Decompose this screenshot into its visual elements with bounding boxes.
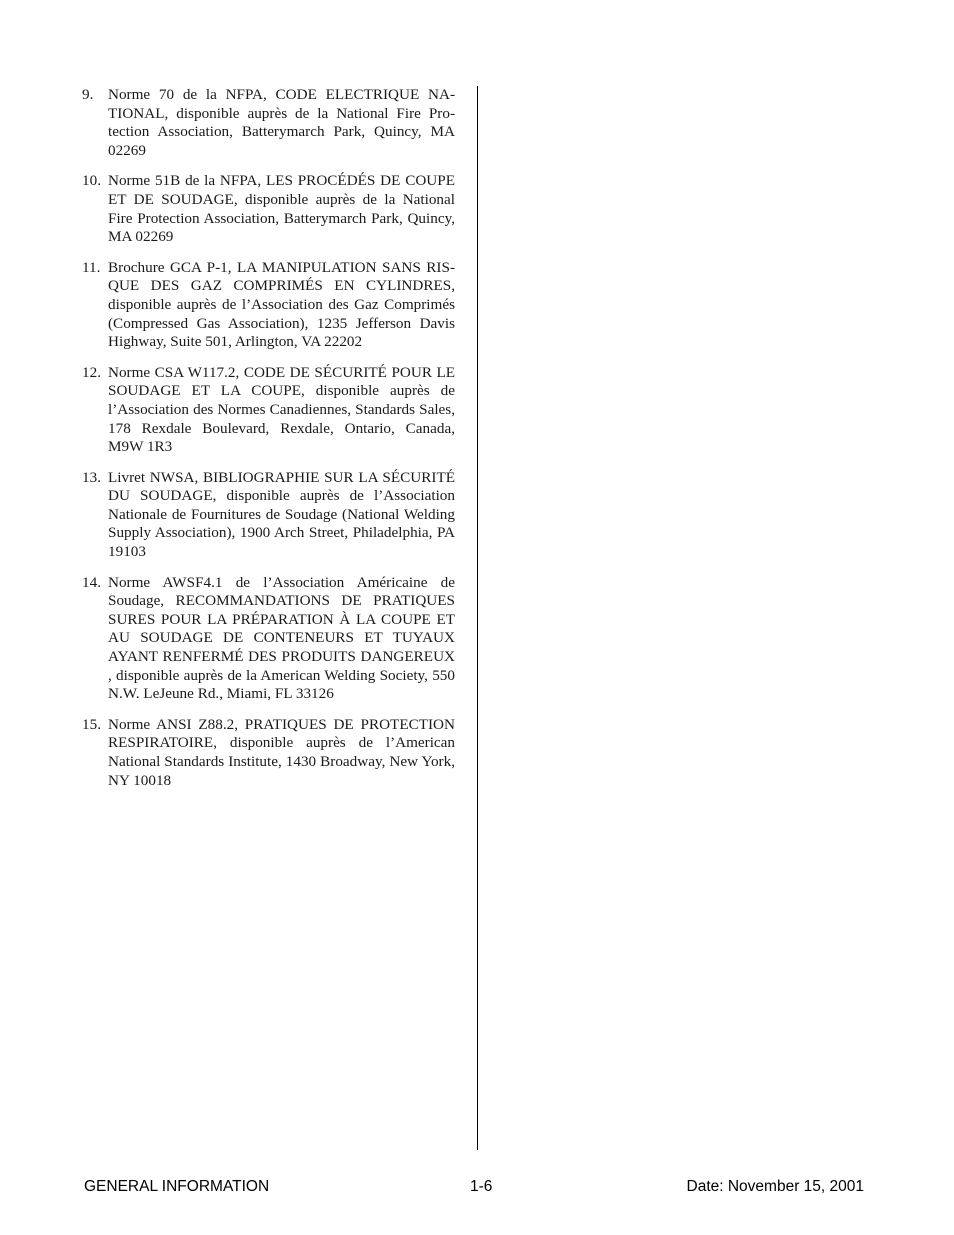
reference-item-12 xyxy=(82,364,455,457)
footer-section-title: GENERAL INFORMATION xyxy=(84,1178,270,1195)
reference-item-14 xyxy=(82,574,455,704)
reference-text: Brochure GCA P-1, LA MANIPULATION SANS RISQUE DES GAZ COMPRIMÉS EN CYLINDRES, disponible auprès de l’Association des Gaz Comprimés (Compressed Gas Association), 1235 Jefferson Davis Highway, Suite 501, Arlington, VA 22202 xyxy=(108,258,455,351)
reference-text: Norme 51B de la NFPA, LES PROCÉDÉS DE COUPE ET DE SOUDAGE, disponible auprès de la National Fire Protection Association, Batterymarch Park, Quincy, MA 02269 xyxy=(108,172,455,246)
reference-number: 10. xyxy=(82,172,101,190)
reference-item-15 xyxy=(82,716,455,790)
reference-number: 14. xyxy=(82,573,101,591)
reference-list xyxy=(82,86,455,790)
footer-page-number: 1-6 xyxy=(470,1178,493,1195)
reference-item-9 xyxy=(82,86,455,160)
reference-text: Norme AWSF4.1 de l’Association Américaine de Soudage, RECOMMANDATIONS DE PRATIQUES SURES POUR LA PRÉPARATION À LA COUPE ET AU SOUDAGE DE CONTENEURS ET TUYAUX AYANT RENFERMÉ DES PRODUITS DANGEREUX , disponible auprès de la American Welding Society, 550 N.W. LeJeune Rd., Miami, FL 33126 xyxy=(108,573,455,703)
reference-item-13 xyxy=(82,469,455,562)
reference-text: Norme CSA W117.2, CODE DE SÉCURITÉ POUR LE SOUDAGE ET LA COUPE, disponible auprès de l’Association des Normes Canadiennes, Standards Sales, 178 Rexdale Boulevard, Rexdale, Ontario, Canada, M9W 1R3 xyxy=(108,363,455,456)
reference-number: 15. xyxy=(82,715,101,733)
footer-date: Date: November 15, 2001 xyxy=(686,1178,864,1195)
column-divider xyxy=(477,86,478,1150)
reference-number: 13. xyxy=(82,468,101,486)
reference-item-11 xyxy=(82,259,455,352)
reference-number: 9. xyxy=(82,86,94,103)
reference-text: Livret NWSA, BIBLIOGRAPHIE SUR LA SÉCURITÉ DU SOUDAGE, disponible auprès de l’Association Nationale de Fournitures de Soudage (National Welding Supply Association), 1900 Arch Street, Philadelphia, PA 19103 xyxy=(108,468,455,561)
reference-item-10 xyxy=(82,172,455,246)
reference-number: 12. xyxy=(82,363,101,381)
left-column xyxy=(82,86,455,802)
reference-text: Norme ANSI Z88.2, PRATIQUES DE PROTECTION RESPIRATOIRE, disponible auprès de l’American National Standards Institute, 1430 Broadway, New York, NY 10018 xyxy=(108,715,455,789)
reference-text: Norme 70 de la NFPA, CODE ELECTRIQUE NATIONAL, disponible auprès de la National Fire Protection Association, Batterymarch Park, Quincy, MA 02269 xyxy=(108,86,455,159)
reference-number: 11. xyxy=(82,258,101,276)
page-footer xyxy=(84,1178,864,1198)
